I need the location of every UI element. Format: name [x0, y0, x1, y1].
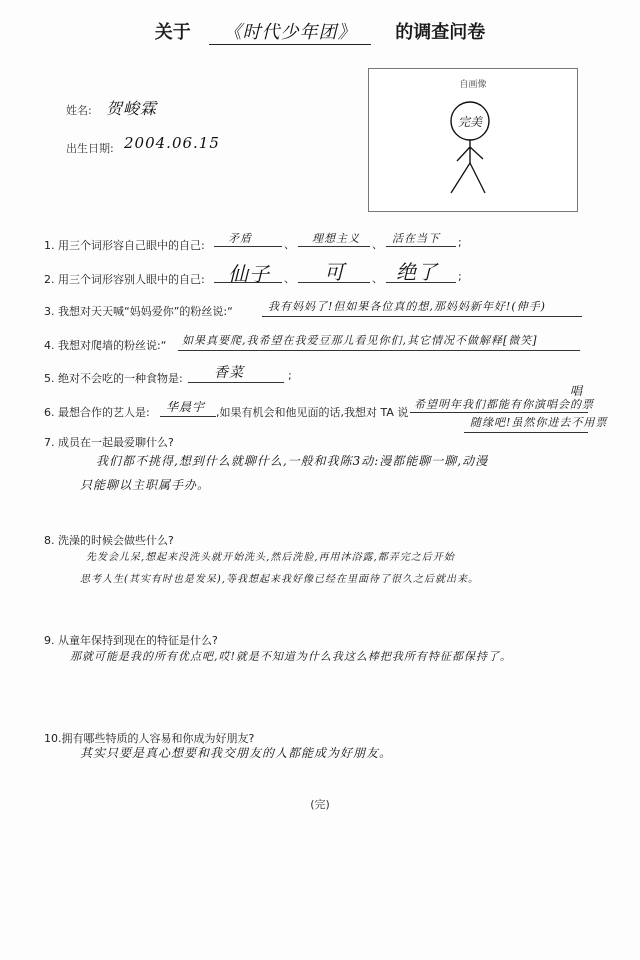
- q10-answer-line-1: 其实只要是真心想要和我交朋友的人都能成为好朋友。: [80, 746, 393, 760]
- q2-answer-3: 绝了: [396, 260, 438, 284]
- q2-answer-1: 仙子: [228, 262, 270, 286]
- q1-underline-3: [386, 246, 456, 247]
- question-5: 5. 绝对不会吃的一种食物是:: [44, 372, 183, 385]
- page-title: [0, 18, 640, 45]
- question-4: 4. 我想对爬墙的粉丝说:“: [44, 339, 167, 352]
- question-8: 8. 洗澡的时候会做些什么?: [44, 534, 174, 547]
- q1-answer-3: 活在当下: [392, 232, 440, 245]
- q1-answer-2: 理想主义: [312, 232, 360, 245]
- q9-answer-line-1: 那就可能是我的所有优点吧,哎!就是不知道为什么我这么棒把我所有特征都保持了。: [70, 650, 512, 663]
- q6-text-b: ,如果有机会和他见面的话,我想对 TA 说: [216, 406, 409, 419]
- q6-insert-char: 唱: [570, 384, 584, 398]
- birth-date-label: 出生日期:: [66, 142, 114, 155]
- q3-answer: 我有妈妈了!但如果各位真的想,那妈妈新年好!(伸手): [268, 300, 546, 313]
- q2-answer-2: 可: [324, 260, 345, 284]
- q2-underline-1: [214, 282, 282, 283]
- stick-figure-drawing: [369, 69, 577, 211]
- name-label: 姓名:: [66, 104, 92, 117]
- q6-artist: 华晨宇: [166, 400, 206, 414]
- q1-underline-2: [298, 246, 370, 247]
- stick-figure-right-leg: [470, 163, 485, 193]
- title-prefix: 关于: [154, 22, 191, 43]
- birth-date-value: 2004.06.15: [124, 134, 220, 152]
- question-9: 9. 从童年保持到现在的特征是什么?: [44, 634, 218, 647]
- q3-underline: [262, 316, 582, 317]
- q1-answer-1: 矛盾: [228, 232, 252, 245]
- question-10: 10.拥有哪些特质的人容易和你成为好朋友?: [44, 732, 255, 745]
- q6-artist-underline: [160, 416, 216, 417]
- q1-underline-1: [214, 246, 282, 247]
- q7-answer-line-2: 只能聊以主职属手办。: [80, 478, 211, 492]
- stick-figure-right-arm: [470, 147, 483, 159]
- questionnaire-page: 关于 《时代少年团》 的调查问卷 姓名: 贺峻霖 出生日期: 2004.06.15 自画像 完美 1. 用三个词形容自己眼中的自己: 矛盾 、 理想主义 、 活在当下 ; 2. 用三个词形容别人眼中的自己: 仙子 、 可 、 绝了 ; 3. 我想对天天喊“妈妈爱你”的粉丝说:“ 我有妈妈了!但如果各位真的想,那妈妈新年好!(伸手) 4. 我想对爬墙的粉丝说:“ 如果真要爬,我希望在我爱豆那儿看见你们,其它情况不做解释[微笑] 5. 绝对不会吃的一种食物是: 香菜 ; 6. 最想合作的艺人是: 华晨宇 ,如果有机会和他见面的话,我想对 TA 说 希望明年我们都能有你演唱会的票 唱 随缘吧!虽然你进去不用票 7. 成员在一起最爱聊什么? 我们都不挑得,想到什么就聊什么,一般和我陈3动:漫都能聊一聊,动漫 只能聊以主职属手办。 8. 洗澡的时候会做些什么? 先发会儿呆,想起来没洗头就开始洗头,然后洗脸,再用沐浴露,都弄完之后开始 思考人生(其实有时也是发呆),等我想起来我好像已经在里面待了很久之后就出来。 9. 从童年保持到现在的特征是什么? 那就可能是我的所有优点吧,哎!就是不知道为什么我这么棒把我所有特征都保持了。 10.拥有哪些特质的人容易和你成为好朋友? 其实只要是真心想要和我交朋友的人都能成为好朋友。 (完): [0, 0, 640, 960]
- q2-underline-3: [386, 282, 456, 283]
- portrait-text: 完美: [457, 115, 483, 129]
- q4-answer: 如果真要爬,我希望在我爱豆那儿看见你们,其它情况不做解释[微笑]: [182, 334, 538, 347]
- end-mark: (完): [310, 798, 330, 811]
- q5-underline: [188, 382, 284, 383]
- self-portrait-label: 自画像: [459, 80, 487, 90]
- question-2: 2. 用三个词形容别人眼中的自己:: [44, 273, 205, 286]
- q6-answer-line-2: 随缘吧!虽然你进去不用票: [470, 416, 608, 429]
- q8-answer-line-1: 先发会儿呆,想起来没洗头就开始洗头,然后洗脸,再用沐浴露,都弄完之后开始: [86, 552, 455, 563]
- q6-answer-line-1: 希望明年我们都能有你演唱会的票: [414, 398, 594, 411]
- q6-underline-1: [410, 412, 588, 413]
- self-portrait-box: [368, 68, 578, 212]
- stick-figure-left-arm: [457, 147, 470, 161]
- title-group-name: 《时代少年团》: [209, 18, 371, 45]
- title-suffix: 的调查问卷: [395, 22, 486, 43]
- q5-answer: 香菜: [214, 365, 244, 381]
- q7-answer-line-1: 我们都不挑得,想到什么就聊什么,一般和我陈3动:漫都能聊一聊,动漫: [96, 454, 489, 468]
- q2-underline-2: [298, 282, 370, 283]
- question-7: 7. 成员在一起最爱聊什么?: [44, 436, 174, 449]
- stick-figure-left-leg: [451, 163, 470, 193]
- question-6: 6. 最想合作的艺人是:: [44, 406, 150, 419]
- q8-answer-line-2: 思考人生(其实有时也是发呆),等我想起来我好像已经在里面待了很久之后就出来。: [80, 574, 479, 585]
- question-1: 1. 用三个词形容自己眼中的自己:: [44, 239, 205, 252]
- name-value: 贺峻霖: [106, 99, 158, 118]
- question-3: 3. 我想对天天喊“妈妈爱你”的粉丝说:“: [44, 305, 233, 318]
- q6-underline-2: [464, 432, 588, 433]
- q4-underline: [178, 350, 580, 351]
